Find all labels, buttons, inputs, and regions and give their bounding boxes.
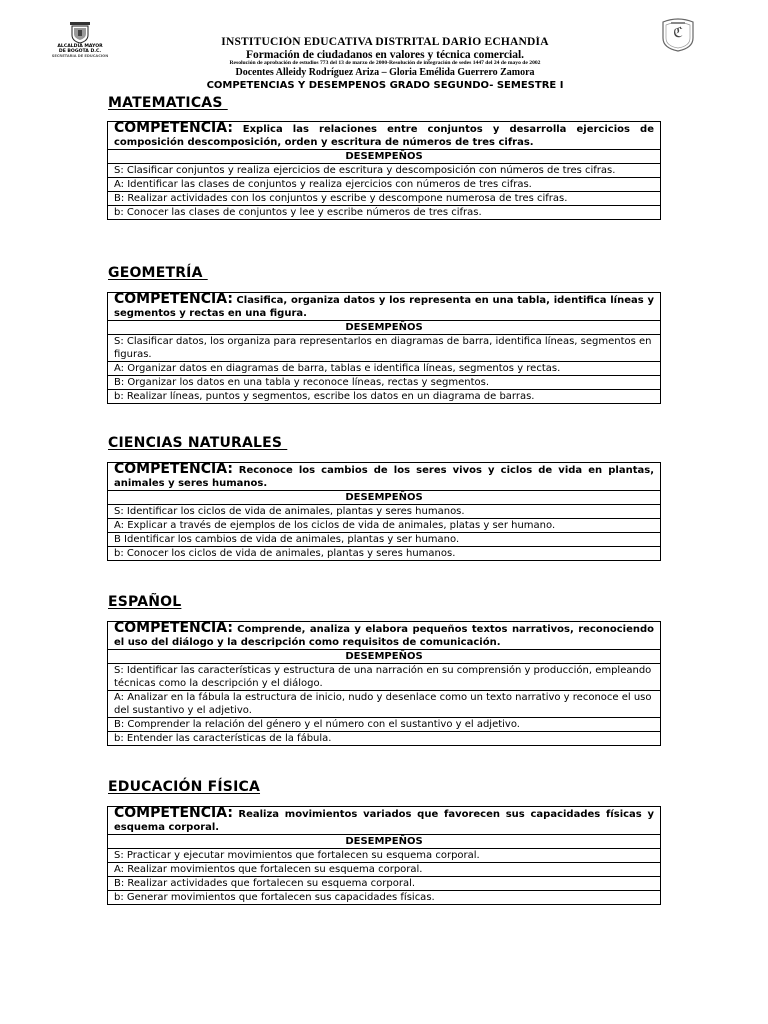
logo-caption-3: SECRETARIA DE EDUCACION <box>51 54 109 58</box>
desempeno-row: B: Realizar actividades con los conjuntos y escribe y descompone numerosa de tres cifras. <box>108 192 661 206</box>
competencia-table-educacion-fisica <box>107 806 661 905</box>
competencia-cell <box>108 293 661 321</box>
desempenos-header: DESEMPEÑOS <box>108 491 661 505</box>
competencia-table-geometria <box>107 292 661 404</box>
desempeno-row: A: Explicar a través de ejemplos de los ciclos de vida de animales, platas y ser humano. <box>108 519 661 533</box>
institution-name: INSTITUCIÓN EDUCATIVA DISTRITAL DARÍO ECHANDÍA <box>221 36 549 48</box>
desempeno-row: B: Organizar los datos en una tabla y reconoce líneas, rectas y segmentos. <box>108 376 661 390</box>
subject-title-ciencias-naturales: CIENCIAS NATURALES <box>108 435 288 451</box>
desempeno-row: b: Entender las características de la fábula. <box>108 732 661 746</box>
logo-caption-1: ALCALDIA MAYOR <box>57 44 103 49</box>
subject-title-geometria: GEOMETRÍA <box>108 265 208 281</box>
competencia-label: COMPETENCIA: <box>114 120 233 136</box>
desempeno-row: b: Realizar líneas, puntos y segmentos, escribe los datos en un diagrama de barras. <box>108 390 661 404</box>
desempeno-row: b: Conocer los ciclos de vida de animales, plantas y seres humanos. <box>108 547 661 561</box>
subject-title-espanol: ESPAÑOL <box>108 594 182 610</box>
teachers-line: Docentes Alleidy Rodríguez Ariza – Gloria Emélida Guerrero Zamora <box>235 67 535 78</box>
alcaldia-logo <box>50 22 110 66</box>
competencia-cell <box>108 122 661 150</box>
subject-title-educacion-fisica: EDUCACIÓN FÍSICA <box>108 779 261 795</box>
competencia-label: COMPETENCIA: <box>114 620 233 636</box>
desempenos-header: DESEMPEÑOS <box>108 650 661 664</box>
competencia-cell <box>108 463 661 491</box>
competencia-cell <box>108 622 661 650</box>
desempeno-row: A: Realizar movimientos que fortalecen su esquema corporal. <box>108 863 661 877</box>
competencia-table-espanol <box>107 621 661 746</box>
competencia-text: Clasifica, organiza datos y los representa en una tabla, identifica líneas y segmentos y rectas en una figura. <box>114 295 654 319</box>
shield-icon <box>70 22 90 44</box>
competencia-text: Explica las relaciones entre conjuntos y desarrolla ejercicios de composición descomposición, orden y escritura de números de tres cifras. <box>114 124 654 148</box>
competencia-table-ciencias-naturales <box>107 462 661 561</box>
competencia-text: Realiza movimientos variados que favorecen sus capacidades físicas y esquema corporal. <box>114 809 654 833</box>
desempeno-row: S: Identificar los ciclos de vida de animales, plantas y seres humanos. <box>108 505 661 519</box>
desempeno-row: S: Clasificar datos, los organiza para representarlos en diagramas de barra, identifica líneas, segmentos en figuras. <box>108 335 661 362</box>
competencia-text: Comprende, analiza y elabora pequeños textos narrativos, reconociendo el uso del diálogo y la descripción como requisitos de comunicación. <box>114 624 654 648</box>
desempeno-row: A: Identificar las clases de conjuntos y realiza ejercicios con números de tres cifras. <box>108 178 661 192</box>
desempeno-row: A: Organizar datos en diagramas de barra, tablas e identifica líneas, segmentos y rectas. <box>108 362 661 376</box>
desempeno-row: B Identificar los cambios de vida de animales, plantas y ser humano. <box>108 533 661 547</box>
institution-motto: Formación de ciudadanos en valores y técnica comercial. <box>245 49 525 61</box>
competencia-label: COMPETENCIA: <box>114 461 233 477</box>
competencia-label: COMPETENCIA: <box>114 291 233 307</box>
document-title: COMPETENCIAS Y DESEMPEÑOS GRADO SEGUNDO- SEMESTRE I <box>206 80 564 91</box>
logo-caption-2: DE BOGOTA D.C. <box>58 49 102 54</box>
desempenos-header: DESEMPEÑOS <box>108 150 661 164</box>
seal-initials: ℭ <box>673 25 683 41</box>
desempeno-row: A: Analizar en la fábula la estructura de inicio, nudo y desenlace como un texto narrativo y reconoce el uso del sustantivo y el adjetivo. <box>108 691 661 718</box>
desempeno-row: S: Identificar las características y estructura de una narración en su comprensión y producción, empleando técnicas como la descripción y el diálogo. <box>108 664 661 691</box>
desempeno-row: b: Conocer las clases de conjuntos y lee y escribe números de tres cifras. <box>108 206 661 220</box>
resolution-text: Resolución de aprobación de estudios 773 del 13 de marzo de 2000-Resolución de integración de sedes 1447 del 24 de mayo de 2002 <box>229 60 541 66</box>
subject-title-matematicas: MATEMATICAS <box>108 95 228 111</box>
school-seal-logo <box>660 16 696 52</box>
desempeno-row: B: Comprender la relación del género y el número con el sustantivo y el adjetivo. <box>108 718 661 732</box>
competencia-cell <box>108 807 661 835</box>
competencia-table-matematicas <box>107 121 661 220</box>
desempeno-row: B: Realizar actividades que fortalecen su esquema corporal. <box>108 877 661 891</box>
competencia-label: COMPETENCIA: <box>114 805 233 821</box>
competencia-text: Reconoce los cambios de los seres vivos y ciclos de vida en plantas, animales y seres humanos. <box>114 465 654 489</box>
desempenos-header: DESEMPEÑOS <box>108 835 661 849</box>
desempeno-row: S: Practicar y ejecutar movimientos que fortalecen su esquema corporal. <box>108 849 661 863</box>
desempeno-row: S: Clasificar conjuntos y realiza ejercicios de escritura y descomposición con números de tres cifras. <box>108 164 661 178</box>
desempenos-header: DESEMPEÑOS <box>108 321 661 335</box>
desempeno-row: b: Generar movimientos que fortalecen sus capacidades físicas. <box>108 891 661 905</box>
